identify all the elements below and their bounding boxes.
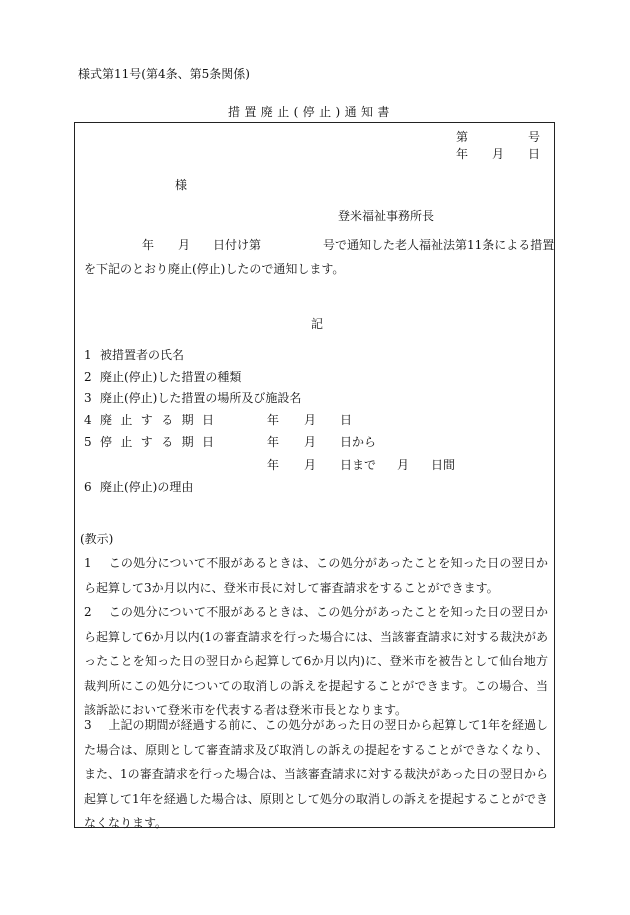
number-dai: 第: [456, 130, 469, 144]
item-3-label: 廃止(停止)した措置の場所及び施設名: [100, 391, 302, 405]
item-2-num: 2: [84, 370, 92, 384]
item-5-end-year: 年: [267, 458, 280, 472]
body-text-2: を下記のとおり廃止(停止)したので通知します。: [84, 262, 345, 276]
note-3-text: 上記の期間が経過する前に、この処分があった日の翌日から起算して1年を経過した場合は、原則として審査請求及び取消しの訴えの提起をすることができなくなり、また、1の審査請求を行った場合は、当該審査請求に対する裁決があった日の翌日から起算して1年を経過した場合は、原則として処分の取消しの訴えを提起することができなくなります。: [84, 718, 548, 830]
item-4-month: 月: [304, 413, 317, 427]
item-5-year: 年: [267, 435, 280, 449]
ki-heading: 記: [311, 317, 324, 331]
item-5-num: 5: [84, 435, 92, 449]
note-1: [84, 551, 548, 600]
body-month: 月: [178, 238, 191, 252]
sender-name: 登米福祉事務所長: [338, 209, 435, 223]
item-6-label: 廃止(停止)の理由: [100, 480, 194, 494]
note-2-num: 2: [84, 605, 92, 619]
item-5-end-day: 日まで: [340, 458, 377, 472]
item-5-from-day: 日から: [340, 435, 377, 449]
note-2-text: この処分について不服があるときは、この処分があったことを知った日の翌日から起算して6か月以内(1の審査請求を行った場合には、当該審査請求に対する裁決があったことを知った日の翌日から起算して6か月以内)に、登米市を被告として仙台地方裁判所にこの処分についての取消しの訴えを提起することができます。この場合、当該訴訟において登米市を代表する者は登米市長となります。: [84, 605, 548, 717]
item-4-label: 廃止する期日: [100, 413, 223, 427]
note-3: [84, 713, 548, 836]
body-text-1: 号で通知した老人福祉法第11条による措置: [323, 238, 555, 252]
item-4-num: 4: [84, 413, 92, 427]
note-3-num: 3: [84, 718, 92, 732]
item-5-month: 月: [304, 435, 317, 449]
item-5-duration-days: 日間: [431, 458, 456, 472]
item-5-duration-month: 月: [397, 458, 410, 472]
body-date-ref: 日付け第: [213, 238, 262, 252]
date-month: 月: [492, 147, 505, 161]
body-year: 年: [142, 238, 155, 252]
item-5-end-month: 月: [304, 458, 317, 472]
addressee-sama: 様: [175, 178, 188, 192]
form-number-label: 様式第11号(第4条、第5条関係): [78, 67, 250, 81]
kyoji-heading: (教示): [80, 532, 114, 546]
item-3-num: 3: [84, 391, 92, 405]
date-year: 年: [456, 147, 469, 161]
note-2: [84, 600, 548, 723]
note-1-text: この処分について不服があるときは、この処分があったことを知った日の翌日から起算して3か月以内に、登米市長に対して審査請求をすることができます。: [84, 556, 548, 595]
date-day: 日: [528, 147, 541, 161]
number-go: 号: [528, 130, 541, 144]
document-title: 措置廃止(停止)通知書: [228, 105, 394, 119]
item-2-label: 廃止(停止)した措置の種類: [100, 370, 242, 384]
item-4-day: 日: [340, 413, 353, 427]
item-5-label: 停止する期日: [100, 435, 223, 449]
item-4-year: 年: [267, 413, 280, 427]
item-6-num: 6: [84, 480, 92, 494]
item-1-num: 1: [84, 348, 92, 362]
note-1-num: 1: [84, 556, 92, 570]
item-1-label: 被措置者の氏名: [100, 348, 185, 362]
